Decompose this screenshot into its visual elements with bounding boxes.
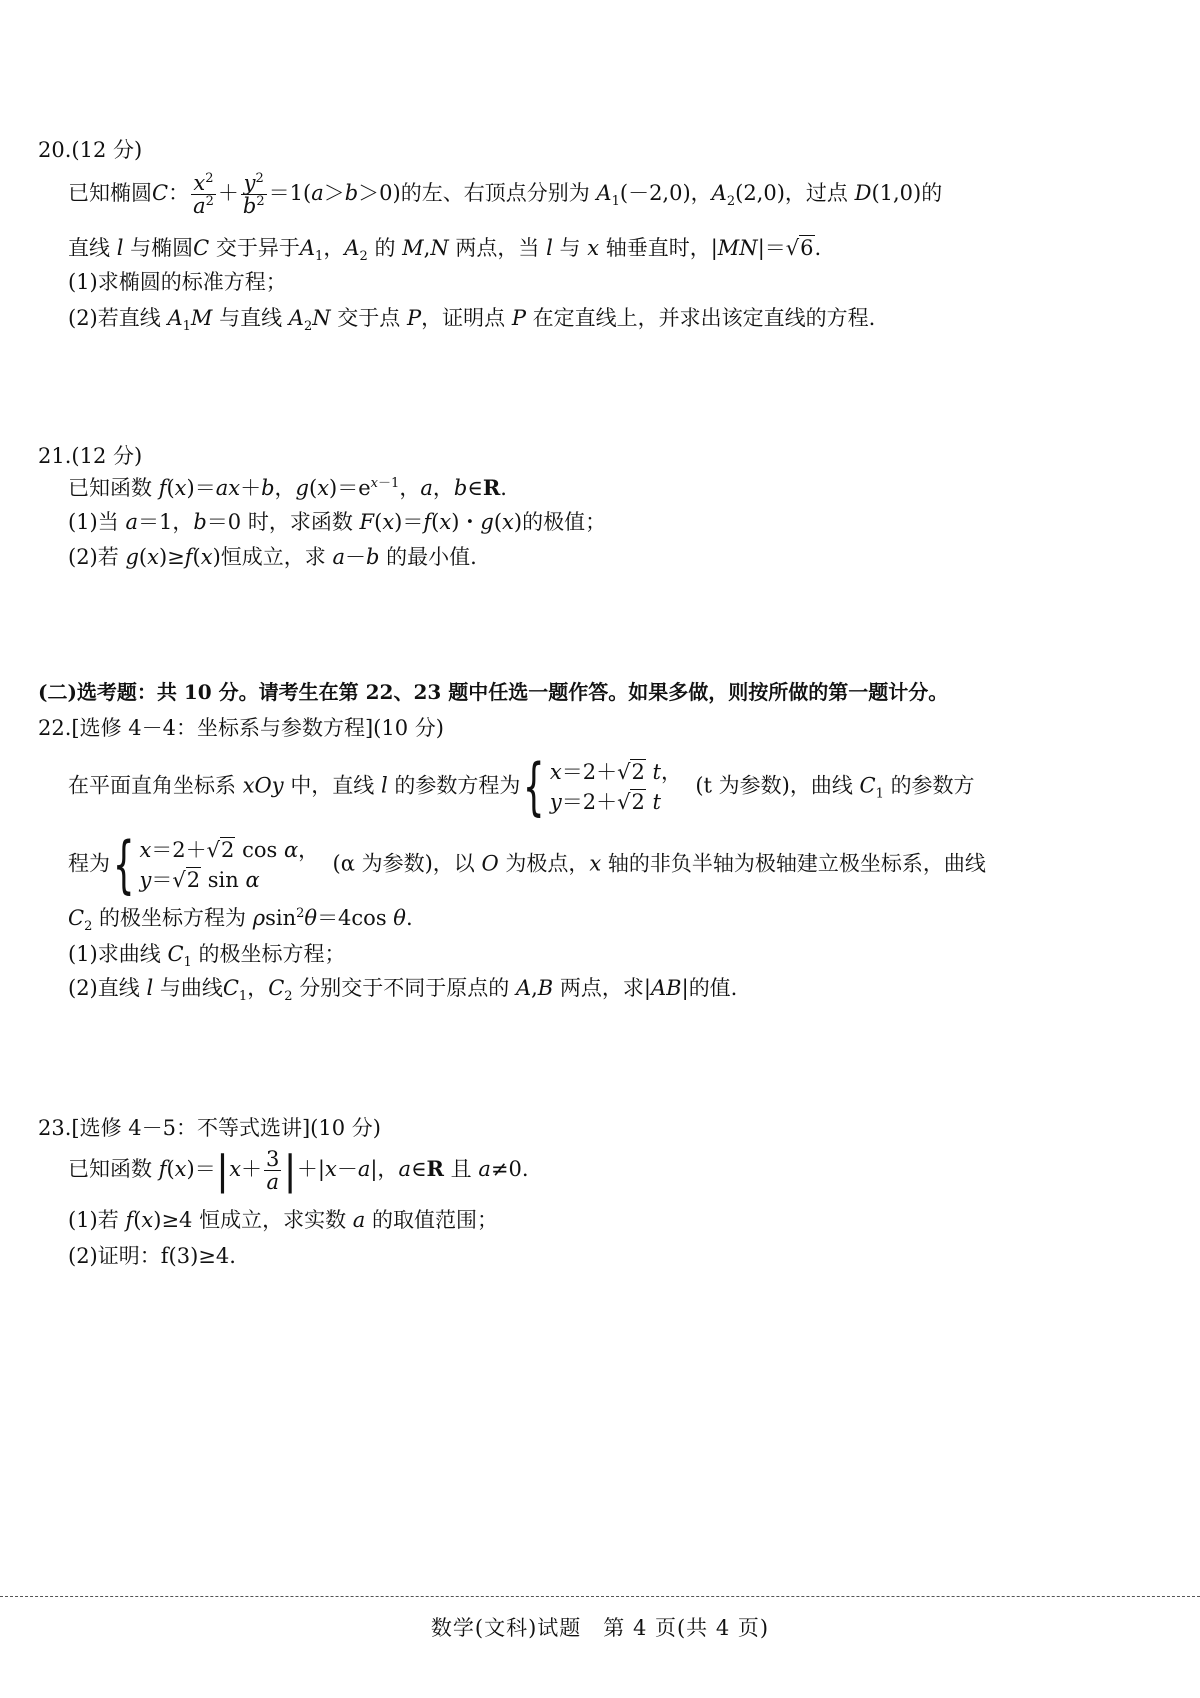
q22-text: 的值. <box>688 976 738 1000</box>
q22-part1: (1)求曲线 $C_1$ 的极坐标方程； <box>68 942 346 971</box>
q20-text: 已知椭圆 <box>68 181 152 206</box>
fraction-3-a: $\frac{3}{a}$ <box>266 1147 280 1195</box>
q21-header: 21.(12 分) <box>38 444 143 468</box>
q20-part1: (1)求椭圆的标准方程； <box>68 270 287 294</box>
q23-text: (1)若 <box>68 1208 119 1232</box>
q22-text: 的参数方 <box>890 773 975 798</box>
fraction-y2-b2: $\frac{y^2}{b^2}$ <box>242 171 265 219</box>
q22-text: 为极点， <box>505 851 590 876</box>
q21-stem: 已知函数 f(x)＝ax＋b，$g(x)=e^{x-1}$，a，b∈R. <box>68 475 507 500</box>
q20-text: 轴垂直时， <box>605 236 711 260</box>
q20-text: 交于点 <box>337 306 401 330</box>
q21-text: 时，求函数 <box>247 510 353 534</box>
equation-system-curve-c1: x＝2＋√2 cos α， y＝√2 sin α <box>139 837 320 892</box>
q21-part1: (1)当 a＝1，b＝0 时，求函数 F(x)＝f(x)・g(x)的极值； <box>68 510 607 534</box>
q21-part2: (2)若 g(x)≥f(x)恒成立，求 a－b 的最小值. <box>68 545 477 569</box>
q20-text: 两点，当 <box>455 236 540 260</box>
q20-text: 过点 <box>805 181 848 206</box>
q20-text: 交于异于 <box>215 236 300 260</box>
q22-text: 两点，求 <box>559 976 644 1000</box>
q21-text: (2)若 <box>68 545 119 569</box>
page-footer: 数学(文科)试题 第 4 页(共 4 页) <box>430 1616 770 1640</box>
q22-text: 程为 <box>68 851 110 876</box>
section-2-title: (二)选考题：共 10 分。请考生在第 22、23 题中任选一题作答。如果多做，则按所做的第一题计分。 <box>38 680 949 704</box>
q23-text: 已知函数 <box>68 1157 152 1182</box>
q23-text: 的取值范围； <box>372 1208 498 1232</box>
left-brace: { <box>523 750 545 823</box>
q20-text: (2)若直线 <box>68 306 161 330</box>
q21-text: 恒成立，求 <box>220 545 326 569</box>
q22-text: (t 为参数)，曲线 <box>695 773 853 798</box>
q20-text: 的 <box>374 236 396 260</box>
q20-text: 的 <box>921 181 943 206</box>
q23-header: 23.[选修 4－5：不等式选讲](10 分) <box>38 1116 381 1140</box>
q21-text: 的极值； <box>522 510 607 534</box>
q20-stem-line1: 已知椭圆C： $\frac{x^2}{a^2}$ ＋ $\frac{y^2}{b^2}$ ＝1(a＞b＞0)的左、右顶点分别为 $A_1(-2,0)$，$A_2(2,0)$，过点 D(1,0)的 <box>68 171 943 219</box>
q20-stem-line2: 直线 l 与椭圆C 交于异于$A_1$，$A_2$ 的 M,N 两点，当 l 与 x 轴垂直时，|MN|＝√6. <box>68 236 822 265</box>
q20-part2: (2)若直线 $A_1M$ 与直线 $A_2N$ 交于点 P，证明点 P 在定直线上，并求出该定直线的方程. <box>68 306 876 335</box>
q20-text: 在定直线上，并求出该定直线的方程. <box>532 306 876 330</box>
q20-text: 与椭圆 <box>130 236 194 260</box>
q22-part2: (2)直线 l 与曲线$C_1$，$C_2$ 分别交于不同于原点的 A,B 两点，求|AB|的值. <box>68 976 738 1005</box>
q22-text: 的参数方程为 <box>394 773 521 798</box>
q22-header: 22.[选修 4－4：坐标系与参数方程](10 分) <box>38 716 444 740</box>
q22-text: 中，直线 <box>290 773 375 798</box>
q22-text: 的极坐标方程； <box>198 942 346 966</box>
q23-stem: 已知函数 f(x)＝|x＋ $\frac{3}{a}$ |＋|x－a|，a∈R 且 a≠0. <box>68 1147 529 1195</box>
q22-text: 在平面直角坐标系 <box>68 773 236 798</box>
q20-text: 的左、右顶点分别为 <box>400 181 590 206</box>
q22-text: 分别交于不同于原点的 <box>299 976 510 1000</box>
left-brace: { <box>112 828 135 901</box>
q21-text: (1)当 <box>68 510 119 534</box>
q22-stem-line3: $C_2$ 的极坐标方程为 ρsin$^2$θ＝4cos θ. <box>68 906 413 935</box>
abs-bar: | <box>215 1147 230 1194</box>
q20-text: 直线 <box>68 236 110 260</box>
q22-text: (1)求曲线 <box>68 942 161 966</box>
q22-text: 轴的非负半轴为极轴建立极坐标系，曲线 <box>607 851 986 876</box>
dashed-divider <box>0 1596 1200 1597</box>
q23-text: 且 <box>450 1157 472 1182</box>
q20-header: 20.(12 分) <box>38 138 143 162</box>
fraction-x2-a2: $\frac{x^2}{a^2}$ <box>193 171 214 219</box>
q22-stem-line2: 程为{ x＝2＋√2 cos α， y＝√2 sin α (α 为参数)，以 O 为极点，x 轴的非负半轴为极轴建立极坐标系，曲线 <box>68 828 986 901</box>
q20-text: ，证明点 <box>421 306 506 330</box>
q21-text: 已知函数 <box>68 476 152 500</box>
q23-part2: (2)证明：f(3)≥4. <box>68 1244 236 1268</box>
q20-text: 与 <box>559 236 581 260</box>
q22-text: 与曲线 <box>159 976 223 1000</box>
q23-part1: (1)若 f(x)≥4 恒成立，求实数 a 的取值范围； <box>68 1208 498 1232</box>
q22-text: (α 为参数)，以 <box>332 851 475 876</box>
q22-text: (2)直线 <box>68 976 140 1000</box>
q22-stem-line1: 在平面直角坐标系 xOy 中，直线 l 的参数方程为{ x＝2＋√2 t， y＝2＋√2 t (t 为参数)，曲线 $C_1$ 的参数方 <box>68 750 975 823</box>
q23-text: 恒成立，求实数 <box>199 1208 347 1232</box>
q22-text: 的极坐标方程为 <box>99 906 247 930</box>
abs-bar: | <box>283 1147 297 1194</box>
equation-system-line-l: x＝2＋√2 t， y＝2＋√2 t <box>549 759 682 814</box>
q21-text: 的最小值. <box>386 545 477 569</box>
q20-text: 与直线 <box>219 306 283 330</box>
